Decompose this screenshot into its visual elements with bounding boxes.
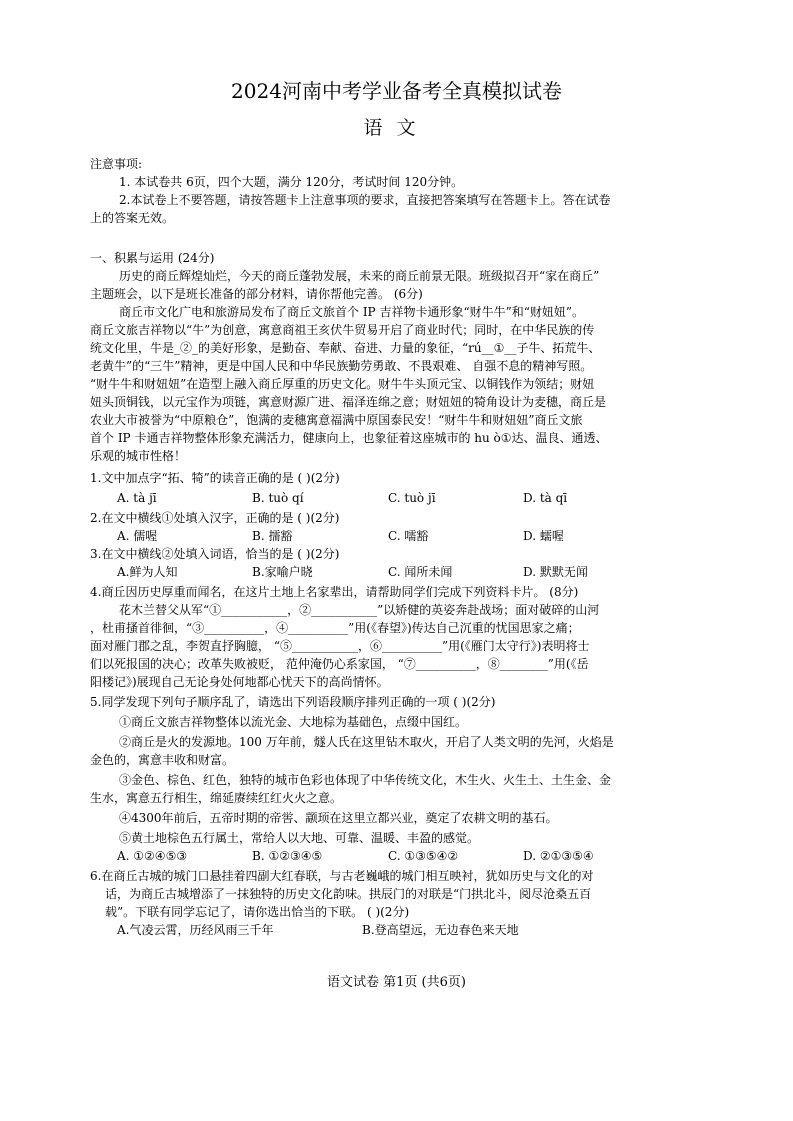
question-4-line: 花木兰替父从军“①___________，②___________”以矫健的英姿奔赴战场；面对破碎的山河 bbox=[119, 603, 600, 617]
question-2-option-a: A. 儒喔 bbox=[117, 529, 158, 543]
question-2-stem: 2.在文中横线①处填入汉字，正确的是 ( )(2分) bbox=[90, 511, 340, 525]
question-5-option-a: A. ①②④⑤③ bbox=[117, 849, 188, 863]
question-4-line: 阳楼记》)展现自己无论身处何地都心忧天下的高尚情怀。 bbox=[90, 675, 389, 689]
question-5-sentence: ①商丘文旅吉祥物整体以流光金、大地棕为基础色，点缀中国红。 bbox=[119, 715, 468, 729]
question-4-stem: 4.商丘因历史厚重而闻名，在这片土地上名家辈出，请帮助同学们完成下列资料卡片。 (8分) bbox=[90, 585, 579, 599]
question-3-stem: 3.在文中横线②处填入词语，恰当的是 ( )(2分) bbox=[90, 547, 340, 561]
question-4-line: 面对雁门郡之乱，李贺直抒胸臆， “⑤___________，⑥__________”用(《雁门太守行》)表明将士 bbox=[90, 639, 590, 653]
question-5-sentence: 生水，寓意五行相生，绵延赓续红红火火之意。 bbox=[90, 791, 343, 805]
question-1-stem: 1.文中加点字“拓、犄”的读音正确的是 ( )(2分) bbox=[90, 471, 340, 485]
question-3-option-b: B.家喻户晓 bbox=[252, 565, 313, 579]
passage-line: 商丘文旅吉祥物以“牛”为创意，寓意商祖王亥伏牛贸易开启了商业时代；同时，在中华民族的传 bbox=[90, 323, 595, 337]
question-5-option-b: B. ①②③④⑤ bbox=[252, 849, 323, 863]
passage-line: 统文化里，牛是_②_的美好形象，是勤奋、奉献、奋进、力量的象征，“rú__①__子牛、拓荒牛、 bbox=[90, 341, 601, 355]
question-5-sentence: ②商丘是火的发源地。100 万年前，燧人氏在这里钻木取火，开启了人类文明的先河，火焰是 bbox=[119, 735, 614, 749]
question-5-sentence: ⑤黄土地棕色五行属土，常给人以大地、可靠、温暖、丰盈的感觉。 bbox=[119, 831, 480, 845]
question-5-option-d: D. ②①③⑤④ bbox=[523, 849, 594, 863]
question-5-option-c: C. ①③⑤④② bbox=[388, 849, 459, 863]
notice-heading: 注意事项: bbox=[90, 157, 143, 171]
question-1-option-a: A. tà jī bbox=[117, 491, 157, 505]
question-6-line: 话，为商丘古城增添了一抹独特的历史文化韵味。拱辰门的对联是“门拱北斗，阅尽沧桑五百 bbox=[105, 887, 592, 901]
passage-line: 乐观的城市性格！ bbox=[90, 449, 187, 463]
passage-line: 商丘市文化广电和旅游局发布了商丘文旅首个 IP 吉祥物卡通形象“财牛牛”和“财妞妞”。 bbox=[119, 305, 584, 319]
question-1-option-c: C. tuò jī bbox=[388, 491, 436, 505]
question-6-line: 载”。下联有同学忘记了，请你选出恰当的下联。 ( )(2分) bbox=[105, 905, 410, 919]
notice-item-2-line-2: 上的答案无效。 bbox=[90, 211, 175, 225]
passage-line: 首个 IP 卡通吉祥物整体形象充满活力，健康向上，也象征着这座城市的 hu ò①达、温良、通透、 bbox=[90, 431, 608, 445]
notice-item-1: 1. 本试卷共 6页，四个大题，满分 120分，考试时间 120分钟。 bbox=[119, 175, 464, 189]
question-3-option-c: C. 闻所未闻 bbox=[388, 565, 453, 579]
question-5-sentence: 金色的，寓意丰收和财富。 bbox=[90, 753, 235, 767]
passage-line: 农业大市被誉为“中原粮仓”，饱满的麦穗寓意福满中原国泰民安！“财牛牛和财妞妞”商丘文旅 bbox=[90, 413, 583, 427]
question-2-option-c: C. 嚅豁 bbox=[388, 529, 429, 543]
question-5-stem: 5.同学发现下列句子顺序乱了，请选出下列语段顺序排列正确的一项 ( )(2分) bbox=[90, 695, 496, 709]
page-footer: 语文试卷 第1页 (共6页) bbox=[327, 975, 466, 990]
passage-line: 妞头顶铜钱，以元宝作为项链，寓意财源广进、福泽连绵之意；财妞妞的犄角设计为麦穗，商丘是 bbox=[90, 395, 607, 409]
question-5-sentence: ④4300年前后，五帝时期的帝喾、颛顼在这里立都兴业，奠定了农耕文明的基石。 bbox=[119, 811, 558, 825]
question-5-sentence: ③金色、棕色、红色，独特的城市色彩也体现了中华传统文化，木生火、火生土、土生金、金 bbox=[119, 773, 612, 787]
question-6-line: 6.在商丘古城的城门口悬挂着四副大红春联，与古老巍峨的城门相互映衬，犹如历史与文化的对 bbox=[90, 869, 594, 883]
section-heading: 一、积累与运用 (24分) bbox=[90, 251, 215, 265]
question-4-line: ，杜甫搔首徘徊，“③__________，④__________”用(《春望》)传达自己沉重的忧国思家之痛； bbox=[90, 621, 580, 635]
question-6-option-a: A.气凌云霄，历经风雨三千年 bbox=[117, 923, 274, 937]
question-3-option-a: A.鲜为人知 bbox=[117, 565, 178, 579]
question-3-option-d: D. 默默无闻 bbox=[523, 565, 588, 579]
intro-line: 主题班会，以下是班长准备的部分材料，请你帮他完善。 (6分) bbox=[90, 287, 423, 301]
intro-line: 历史的商丘辉煌灿烂，今天的商丘蓬勃发展，未来的商丘前景无限。班级拟召开“家在商丘” bbox=[119, 269, 600, 283]
question-1-option-d: D. tà qī bbox=[523, 491, 568, 505]
passage-line: “财牛牛和财妞妞”在造型上融入商丘厚重的历史文化。财牛牛头顶元宝、以铜钱作为领结；财妞 bbox=[90, 377, 595, 391]
question-1-option-b: B. tuò qí bbox=[252, 491, 304, 505]
subject-title: 语文 bbox=[363, 117, 430, 139]
question-4-line: 们以死报国的决心；改革失败被贬， 范仲淹仍心系家国， “⑦__________，⑧________”用(《岳 bbox=[90, 657, 589, 671]
notice-item-2-line-1: 2.本试卷上不要答题，请按答题卡上注意事项的要求，直接把答案填写在答题卡上。答在试卷 bbox=[119, 193, 611, 207]
question-2-option-b: B. 擩豁 bbox=[252, 529, 293, 543]
question-6-option-b: B.登高望远，无边春色来天地 bbox=[362, 923, 519, 937]
passage-line: 老黄牛”的“三牛”精神，更是中国人民和中华民族勤劳勇敢、不畏艰难、 自强不息的精神写照。 bbox=[90, 359, 593, 373]
question-2-option-d: D. 蠕喔 bbox=[523, 529, 564, 543]
exam-title: 2024河南中考学业备考全真模拟试卷 bbox=[231, 79, 562, 103]
